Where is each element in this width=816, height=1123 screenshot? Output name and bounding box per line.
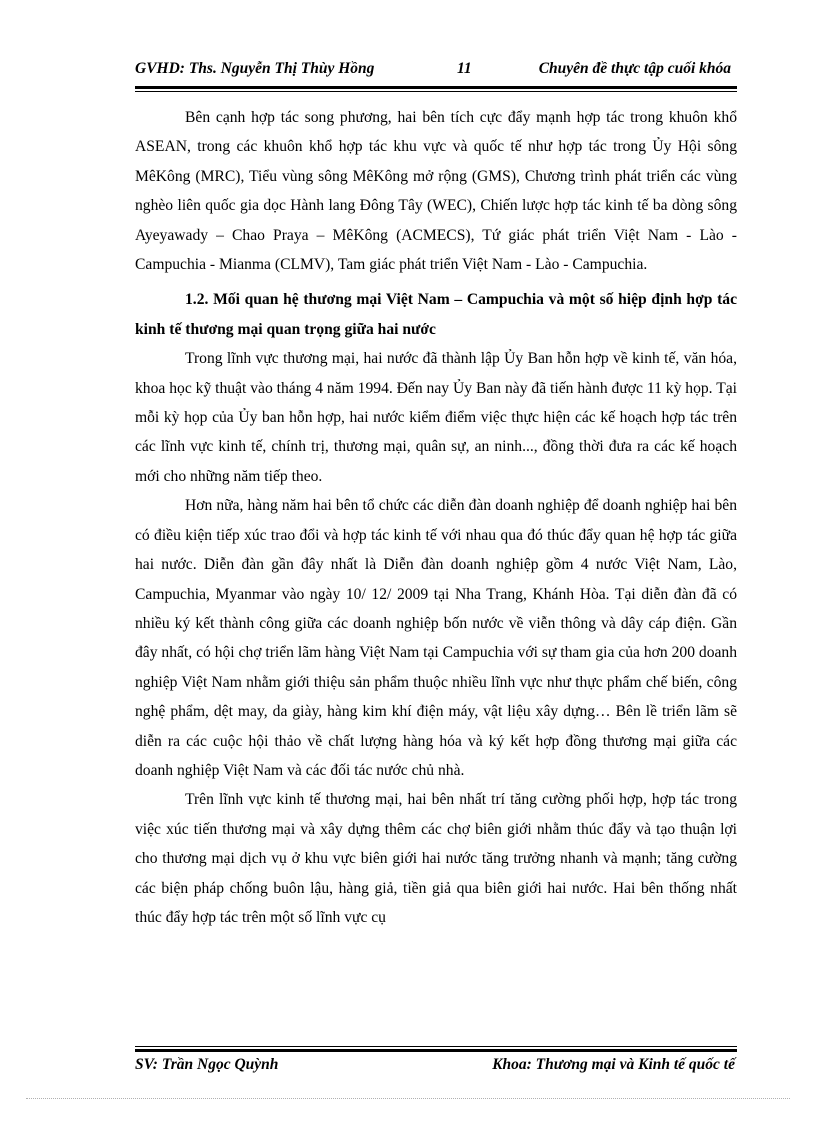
header-rule-thin <box>135 91 737 92</box>
footer-rule-thin <box>135 1046 737 1047</box>
paragraph-cooperation: Bên cạnh hợp tác song phương, hai bên tích cực đẩy mạnh hợp tác trong khuôn khổ ASEAN, trong các khuôn khổ hợp tác khu vực và quốc tế như hợp tác trong Ủy Hội sông MêKông (MRC), Tiểu vùng sông MêKông mở rộng (GMS), Chương trình phát triển các vùng nghèo liên quốc gia dọc Hành lang Đông Tây (WEC), Chiến lược hợp tác kinh tế ba dòng sông Ayeyawady – Chao Praya – MêKông (ACMECS), Tứ giác phát triển Việt Nam - Lào - Campuchia - Mianma (CLMV), Tam giác phát triển Việt Nam - Lào - Campuchia. <box>135 109 737 274</box>
page-number: 11 <box>457 60 472 77</box>
paragraph-business-forum: Hơn nữa, hàng năm hai bên tổ chức các diễn đàn doanh nghiệp để doanh nghiệp hai bên có điều kiện tiếp xúc trao đổi và hợp tác kinh tế với nhau qua đó thúc đẩy quan hệ hợp tác giữa hai nước. Diễn đàn gần đây nhất là Diễn đàn doanh nghiệp gồm 4 nước Việt Nam, Lào, Campuchia, Myanmar vào ngày 10/ 12/ 2009 tại Nha Trang, Khánh Hòa. Tại diễn đàn đã có nhiều ký kết thành công giữa các doanh nghiệp bốn nước về viễn thông và dây cáp điện. Gần đây nhất, có hội chợ triển lãm hàng Việt Nam tại Campuchia với sự tham gia của hơn 200 doanh nghiệp Việt Nam nhằm giới thiệu sản phẩm thuộc nhiều lĩnh vực như thực phẩm chế biến, công nghệ phẩm, dệt may, da giày, hàng kim khí điện máy, vật liệu xây dựng… Bên lề triển lãm sẽ diễn ra các cuộc hội thảo về chất lượng hàng hóa và ký kết hợp đồng thương mại giữa các doanh nghiệp Việt Nam và các đối tác nước chủ nhà. <box>135 497 737 779</box>
page-footer <box>135 1056 737 1078</box>
page-bottom-dotted-line <box>26 1098 790 1099</box>
footer-student: SV: Trần Ngọc Quỳnh <box>135 1056 279 1073</box>
footer-faculty: Khoa: Thương mại và Kinh tế quốc tế <box>492 1056 735 1073</box>
document-body <box>135 103 737 932</box>
header-supervisor: GVHD: Ths. Nguyễn Thị Thùy Hồng <box>135 60 375 77</box>
footer-rule-thick <box>135 1049 737 1052</box>
paragraph-border-trade: Trên lĩnh vực kinh tế thương mại, hai bên nhất trí tăng cường phối hợp, hợp tác trong việc xúc tiến thương mại và xây dựng thêm các chợ biên giới nhằm thúc đẩy và tạo thuận lợi cho thương mại dịch vụ ở khu vực biên giới hai nước tăng trưởng nhanh và mạnh; tăng cường các biện pháp chống buôn lậu, hàng giả, tiền giả qua biên giới hai nước. Hai bên thống nhất thúc đẩy hợp tác trên một số lĩnh vực cụ <box>135 791 737 926</box>
page-header <box>135 60 737 82</box>
paragraph-trade-commission: Trong lĩnh vực thương mại, hai nước đã thành lập Ủy Ban hỗn hợp về kinh tế, văn hóa, khoa học kỹ thuật vào tháng 4 năm 1994. Đến nay Ủy Ban này đã tiến hành được 11 kỳ họp. Tại mỗi kỳ họp của Ủy ban hỗn hợp, hai nước kiểm điểm việc thực hiện các kế hoạch hợp tác trên các lĩnh vực kinh tế, chính trị, thương mại, quân sự, an ninh..., đồng thời đưa ra các kế hoạch mới cho những năm tiếp theo. <box>135 350 737 485</box>
section-heading: 1.2. Mối quan hệ thương mại Việt Nam – Campuchia và một số hiệp định hợp tác kinh tế thương mại quan trọng giữa hai nước <box>135 291 737 338</box>
header-rule-thick <box>135 86 737 89</box>
header-document-title: Chuyên đề thực tập cuối khóa <box>538 60 731 77</box>
